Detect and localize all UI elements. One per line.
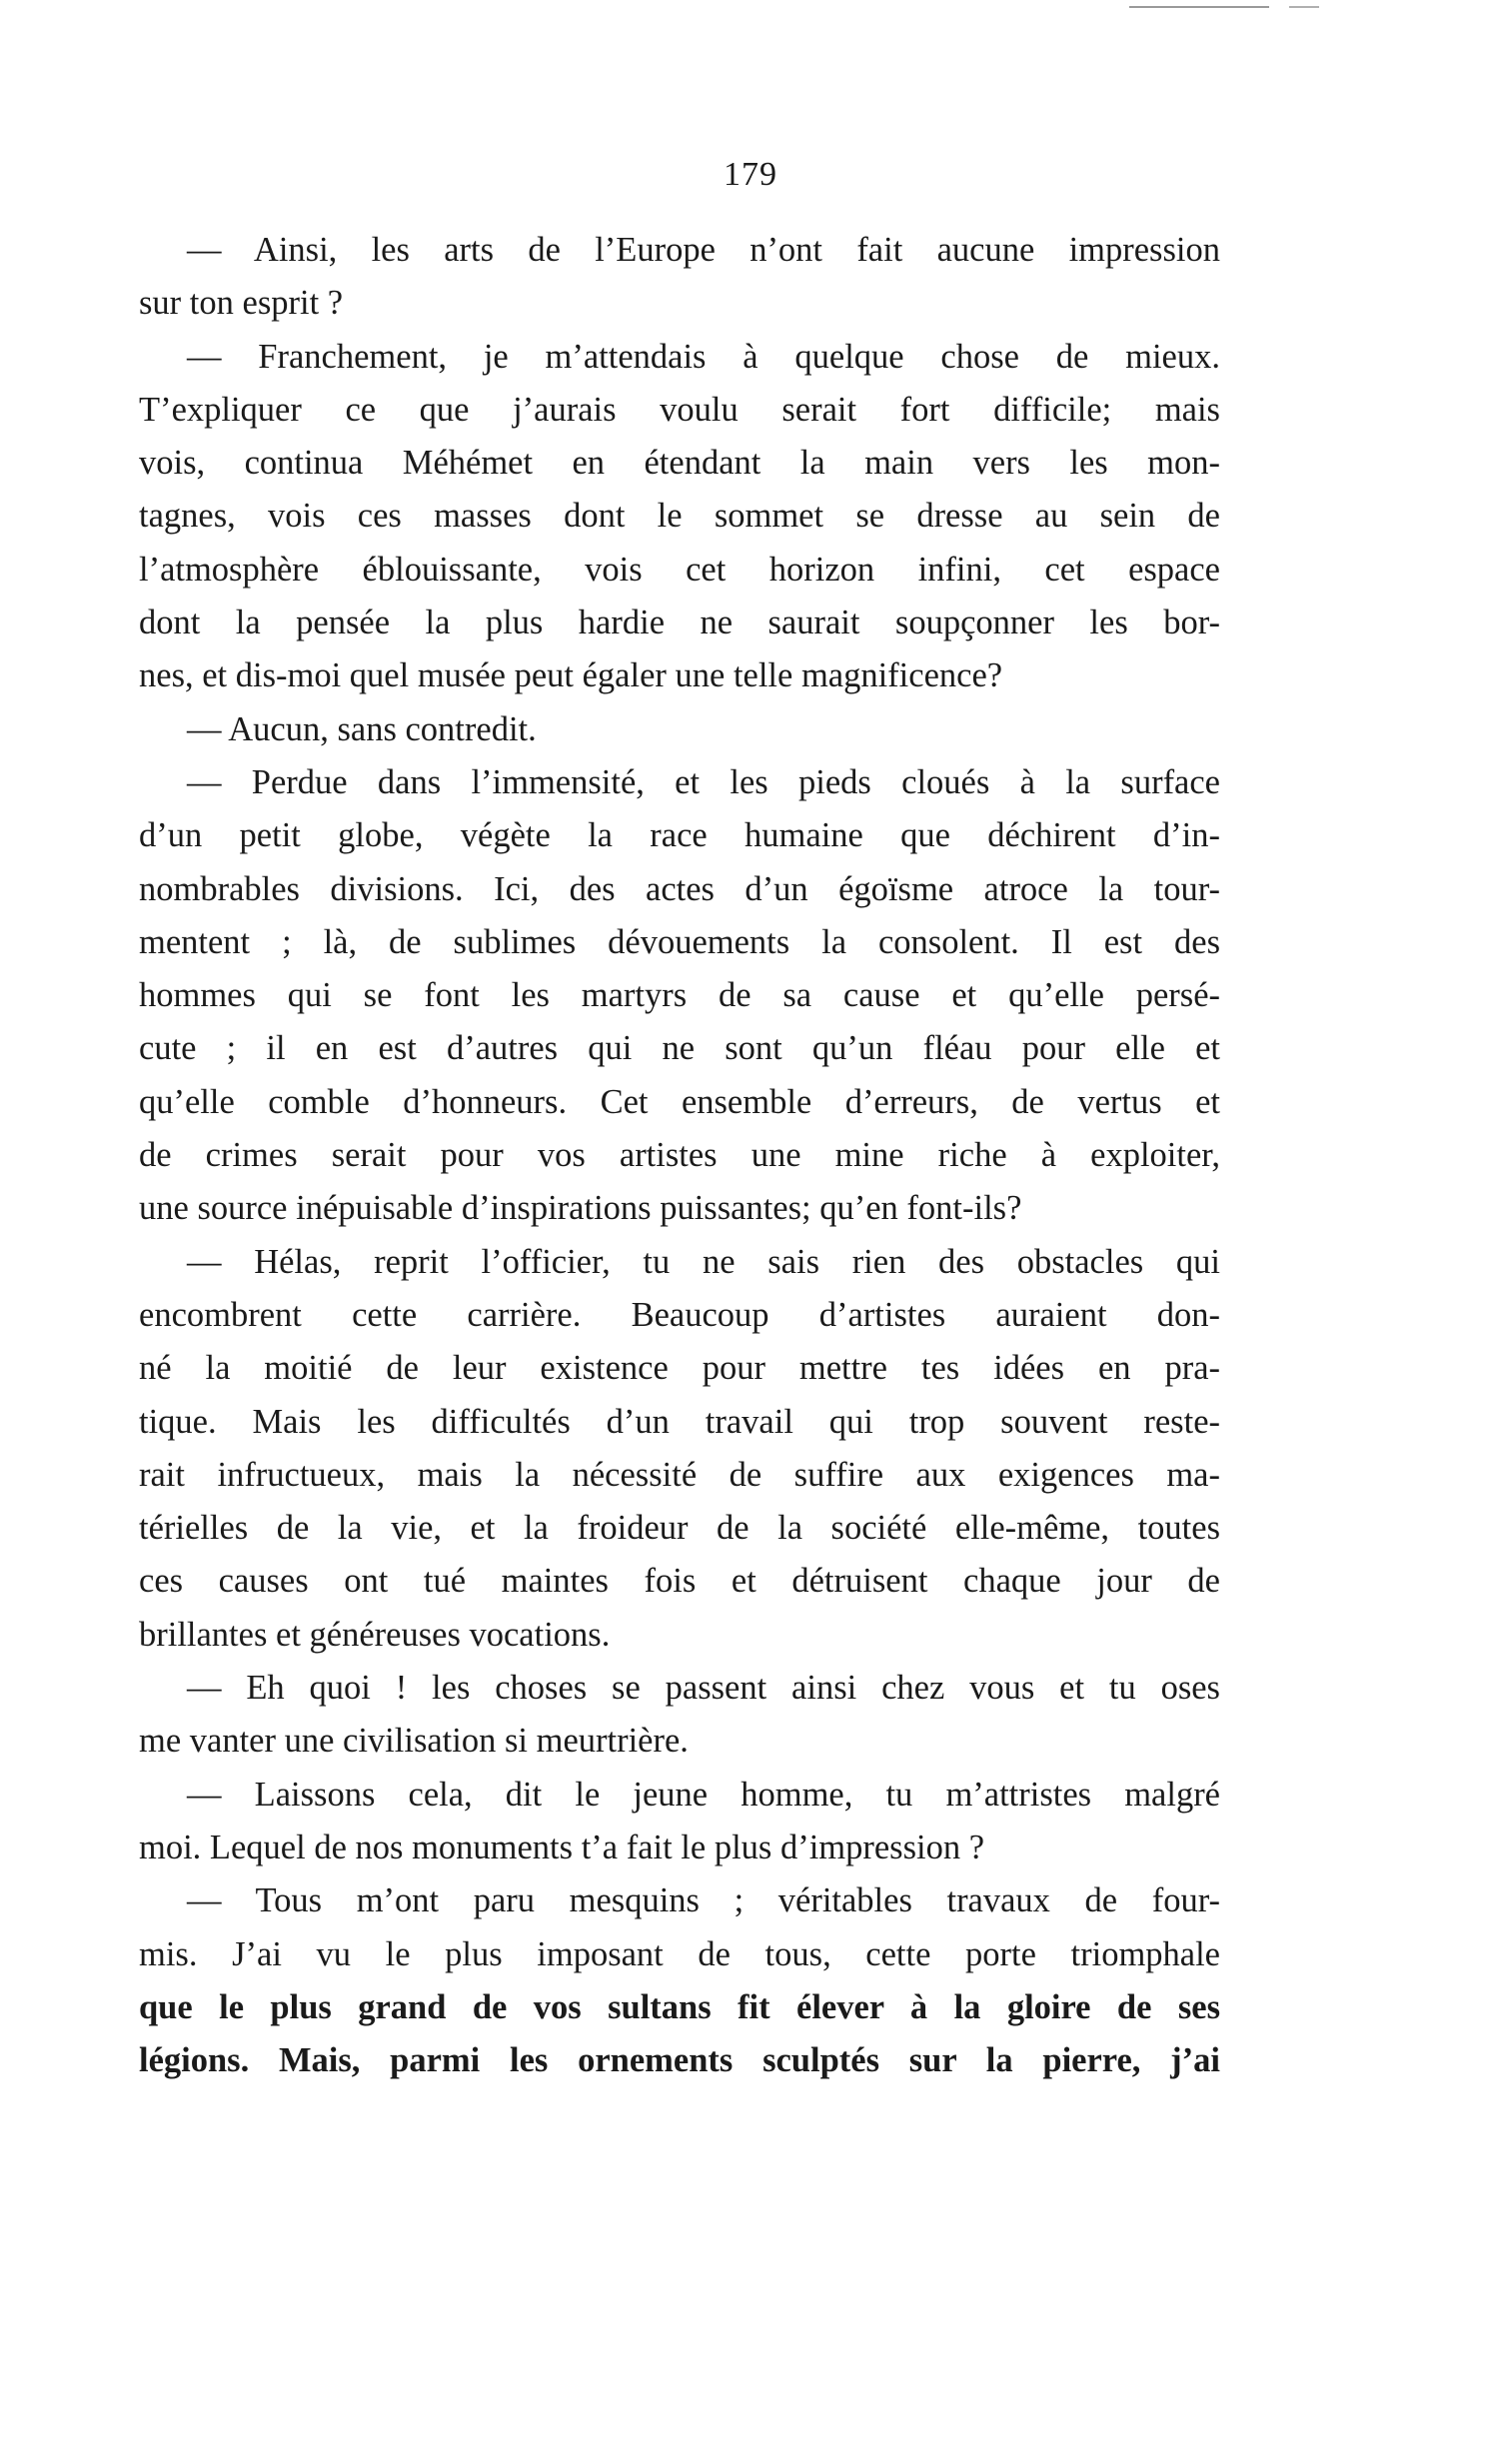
text-line: — Laissons cela, dit le jeune homme, tu m’attristes malgré (187, 1775, 1220, 1814)
text-line: d’un petit globe, végète la race humaine que déchirent d’in- (139, 816, 1220, 855)
text-line: de crimes serait pour vos artistes une mine riche à exploiter, (139, 1136, 1220, 1175)
text-line: cute ; il en est d’autres qui ne sont qu’un fléau pour elle et (139, 1029, 1220, 1068)
text-line: né la moitié de leur existence pour mettre tes idées en pra- (139, 1349, 1220, 1388)
text-line: — Eh quoi ! les choses se passent ainsi chez vous et tu oses (187, 1669, 1220, 1708)
text-line: dont la pensée la plus hardie ne saurait soupçonner les bor- (139, 604, 1220, 642)
text-line: tique. Mais les difficultés d’un travail qui trop souvent reste- (139, 1402, 1220, 1441)
text-line: térielles de la vie, et la froideur de la société elle-même, toutes (139, 1509, 1220, 1548)
body-text (139, 224, 1220, 2087)
text-line: — Franchement, je m’attendais à quelque chose de mieux. (187, 337, 1220, 376)
text-line: — Aucun, sans contredit. (187, 709, 537, 748)
text-line: nombrables divisions. Ici, des actes d’un égoïsme atroce la tour- (139, 869, 1220, 908)
text-line: — Ainsi, les arts de l’Europe n’ont fait aucune impression (187, 231, 1220, 269)
text-line: qu’elle comble d’honneurs. Cet ensemble d’erreurs, de vertus et (139, 1082, 1220, 1121)
text-line: rait infructueux, mais la nécessité de suffire aux exigences ma- (139, 1455, 1220, 1494)
text-line: mis. J’ai vu le plus imposant de tous, cette porte triomphale (139, 1934, 1220, 1973)
top-edge-rule (1129, 6, 1269, 8)
text-line: hommes qui se font les martyrs de sa cause et qu’elle persé- (139, 976, 1220, 1015)
text-line: tagnes, vois ces masses dont le sommet se dresse au sein de (139, 497, 1220, 536)
text-line: me vanter une civilisation si meurtrière. (139, 1722, 689, 1761)
top-edge-rule-fragment (1289, 6, 1319, 8)
text-line: brillantes et généreuses vocations. (139, 1615, 611, 1654)
page-number: 179 (724, 156, 777, 193)
text-line: — Hélas, reprit l’officier, tu ne sais rien des obstacles qui (187, 1242, 1220, 1281)
text-line: moi. Lequel de nos monuments t’a fait le plus d’impression ? (139, 1828, 985, 1866)
text-line: nes, et dis-moi quel musée peut égaler une telle magnificence? (139, 656, 1003, 695)
text-line: l’atmosphère éblouissante, vois cet horizon infini, cet espace (139, 550, 1220, 589)
text-line: — Tous m’ont paru mesquins ; véritables travaux de four- (187, 1881, 1220, 1920)
text-line: légions. Mais, parmi les ornements sculptés sur la pierre, j’ai (139, 2041, 1220, 2080)
text-line: sur ton esprit ? (139, 284, 344, 323)
text-line: vois, continua Méhémet en étendant la main vers les mon- (139, 444, 1220, 483)
text-line: une source inépuisable d’inspirations puissantes; qu’en font-ils? (139, 1189, 1022, 1228)
text-line: mentent ; là, de sublimes dévouements la consolent. Il est des (139, 922, 1220, 961)
text-line: — Perdue dans l’immensité, et les pieds cloués à la surface (187, 762, 1220, 801)
text-line: T’expliquer ce que j’aurais voulu serait fort difficile; mais (139, 390, 1220, 429)
text-line: que le plus grand de vos sultans fit élever à la gloire de ses (139, 1987, 1220, 2026)
text-line: ces causes ont tué maintes fois et détruisent chaque jour de (139, 1562, 1220, 1601)
text-line: encombrent cette carrière. Beaucoup d’artistes auraient don- (139, 1295, 1220, 1334)
